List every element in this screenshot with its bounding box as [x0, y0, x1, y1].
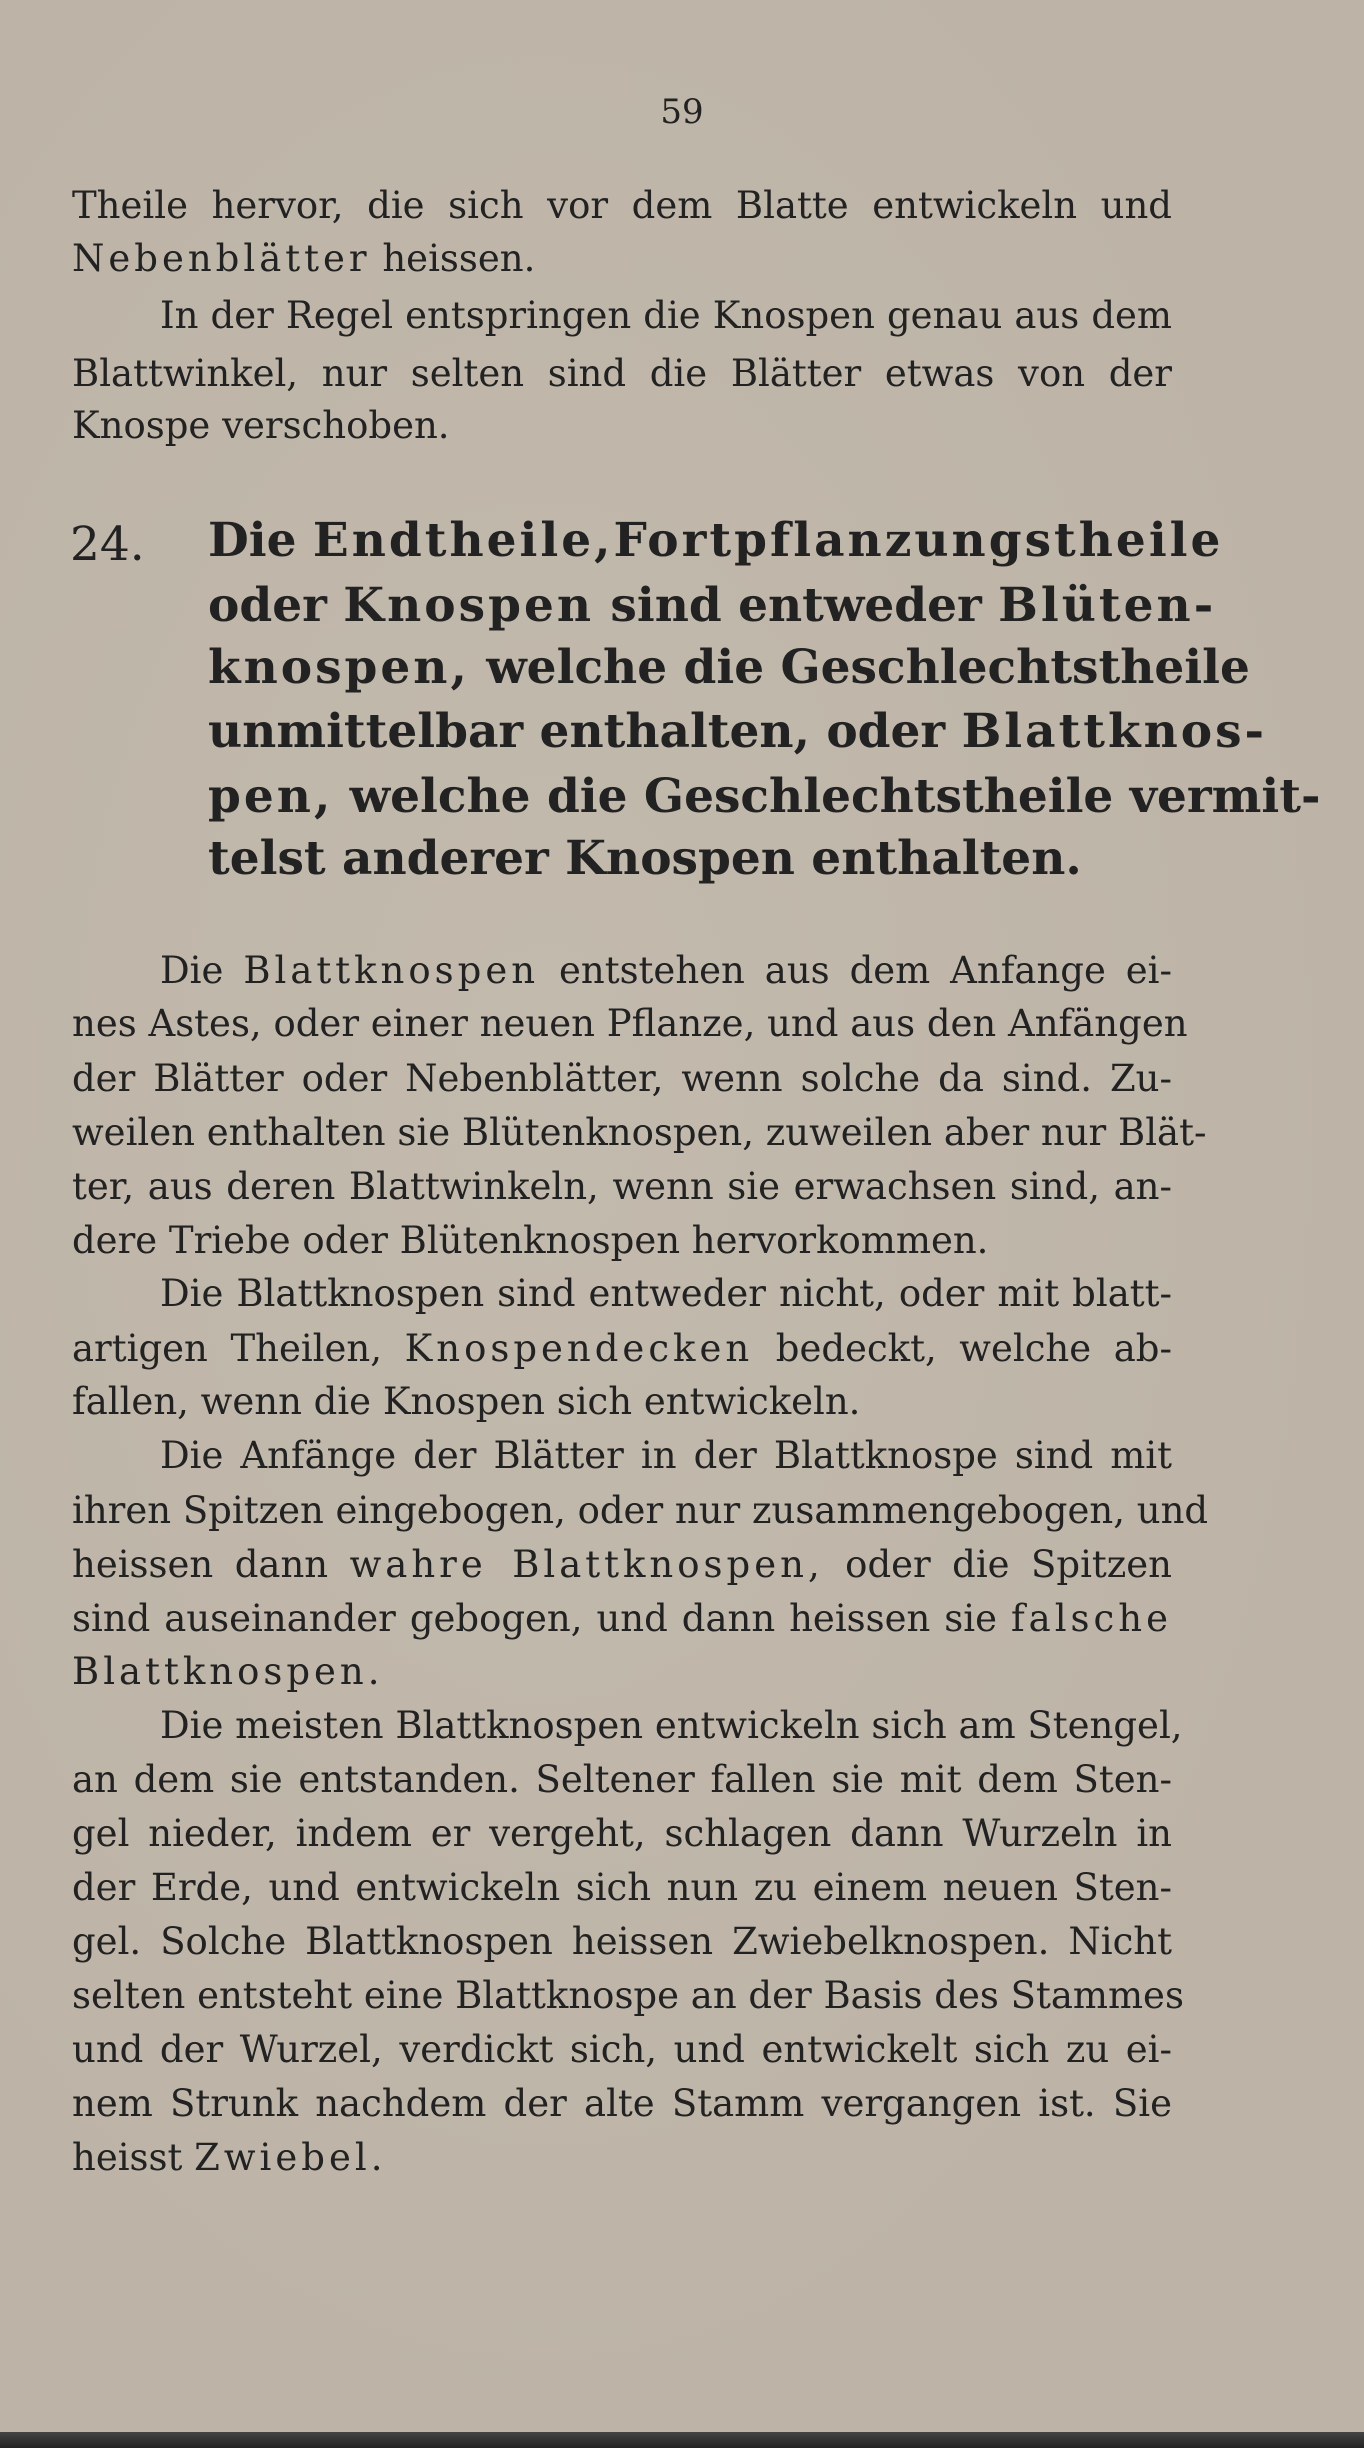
emphasized-term: wahre Blattknospen, — [349, 1543, 824, 1586]
heading-line: Die Endtheile,Fortpflanzungstheile — [208, 513, 1224, 568]
text-line: nem Strunk nachdem der alte Stamm vergangen ist. Sie — [72, 2082, 1172, 2125]
emphasized-term: falsche — [1010, 1597, 1172, 1640]
text-line: ihren Spitzen eingebogen, oder nur zusammengebogen, und — [72, 1489, 1209, 1532]
text-line: der Blätter oder Nebenblätter, wenn solche da sind. Zu- — [72, 1057, 1172, 1100]
text-line: an dem sie entstanden. Seltener fallen sie mit dem Sten- — [72, 1758, 1172, 1801]
text-line: Die Anfänge der Blätter in der Blattknospe sind mit — [160, 1434, 1172, 1477]
emphasized-term: Nebenblätter — [72, 237, 371, 280]
emphasized-term: pen, — [208, 769, 334, 824]
text-line: ter, aus deren Blattwinkeln, wenn sie erwachsen sind, an- — [72, 1165, 1172, 1208]
page-edge-shadow — [0, 2432, 1364, 2448]
emphasized-term: Knospendecken — [404, 1327, 754, 1370]
text-line: In der Regel entspringen die Knospen genau aus dem — [160, 294, 1172, 337]
emphasized-term: Blüten- — [998, 578, 1217, 633]
page-number: 59 — [660, 92, 704, 132]
text-line: weilen enthalten sie Blütenknospen, zuweilen aber nur Blät- — [72, 1111, 1207, 1154]
text-line: heisst Zwiebel. — [72, 2136, 387, 2179]
section-number: 24. — [70, 517, 145, 572]
emphasized-term: knospen, — [208, 640, 470, 695]
emphasized-term: Zwiebel. — [194, 2136, 387, 2179]
heading-line: oder Knospen sind entweder Blüten- — [208, 578, 1217, 633]
text-line: Nebenblätter heissen. — [72, 237, 536, 280]
text-line: gel nieder, indem er vergeht, schlagen dann Wurzeln in — [72, 1812, 1172, 1855]
heading-line: telst anderer Knospen enthalten. — [208, 831, 1082, 886]
text-line: Theile hervor, die sich vor dem Blatte entwickeln und — [72, 184, 1172, 227]
text-line: gel. Solche Blattknospen heissen Zwiebelknospen. Nicht — [72, 1920, 1172, 1963]
text-line — [72, 1650, 1172, 1693]
text-line: Die Blattknospen sind entweder nicht, oder mit blatt- — [160, 1272, 1172, 1315]
text-line: der Erde, und entwickeln sich nun zu einem neuen Sten- — [72, 1866, 1172, 1909]
heading-line: unmittelbar enthalten, oder Blattknos- — [208, 704, 1268, 759]
text-line: heissen dann wahre Blattknospen, oder die Spitzen — [72, 1543, 1172, 1586]
heading-line: pen, welche die Geschlechtstheile vermit- — [208, 769, 1321, 824]
emphasized-term: Blattknospen — [243, 949, 540, 992]
emphasized-term: Endtheile,Fortpflanzungstheile — [312, 513, 1224, 568]
text-line: Die Blattknospen entstehen aus dem Anfange ei- — [160, 949, 1173, 992]
text-line: dere Triebe oder Blütenknospen hervorkommen. — [72, 1219, 989, 1262]
emphasized-term: Knospen — [343, 578, 595, 633]
text-line: artigen Theilen, Knospendecken bedeckt, welche ab- — [72, 1327, 1172, 1370]
text-line: fallen, wenn die Knospen sich entwickeln. — [72, 1380, 861, 1423]
text-line: Die meisten Blattknospen entwickeln sich am Stengel, — [160, 1704, 1183, 1747]
text-line: sind auseinander gebogen, und dann heissen sie falsche — [72, 1597, 1172, 1640]
text-line: nes Astes, oder einer neuen Pflanze, und aus den Anfängen — [72, 1002, 1188, 1045]
text-line: Blattwinkel, nur selten sind die Blätter etwas von der — [72, 352, 1172, 395]
emphasized-term: Blattknos- — [961, 704, 1268, 759]
text-line: selten entsteht eine Blattknospe an der Basis des Stammes — [72, 1974, 1184, 2017]
heading-line: knospen, welche die Geschlechtstheile — [208, 640, 1250, 695]
text-line: und der Wurzel, verdickt sich, und entwickelt sich zu ei- — [72, 2028, 1172, 2071]
emphasized-term: Blattknospen. — [72, 1650, 384, 1693]
text-line: Knospe verschoben. — [72, 404, 450, 447]
